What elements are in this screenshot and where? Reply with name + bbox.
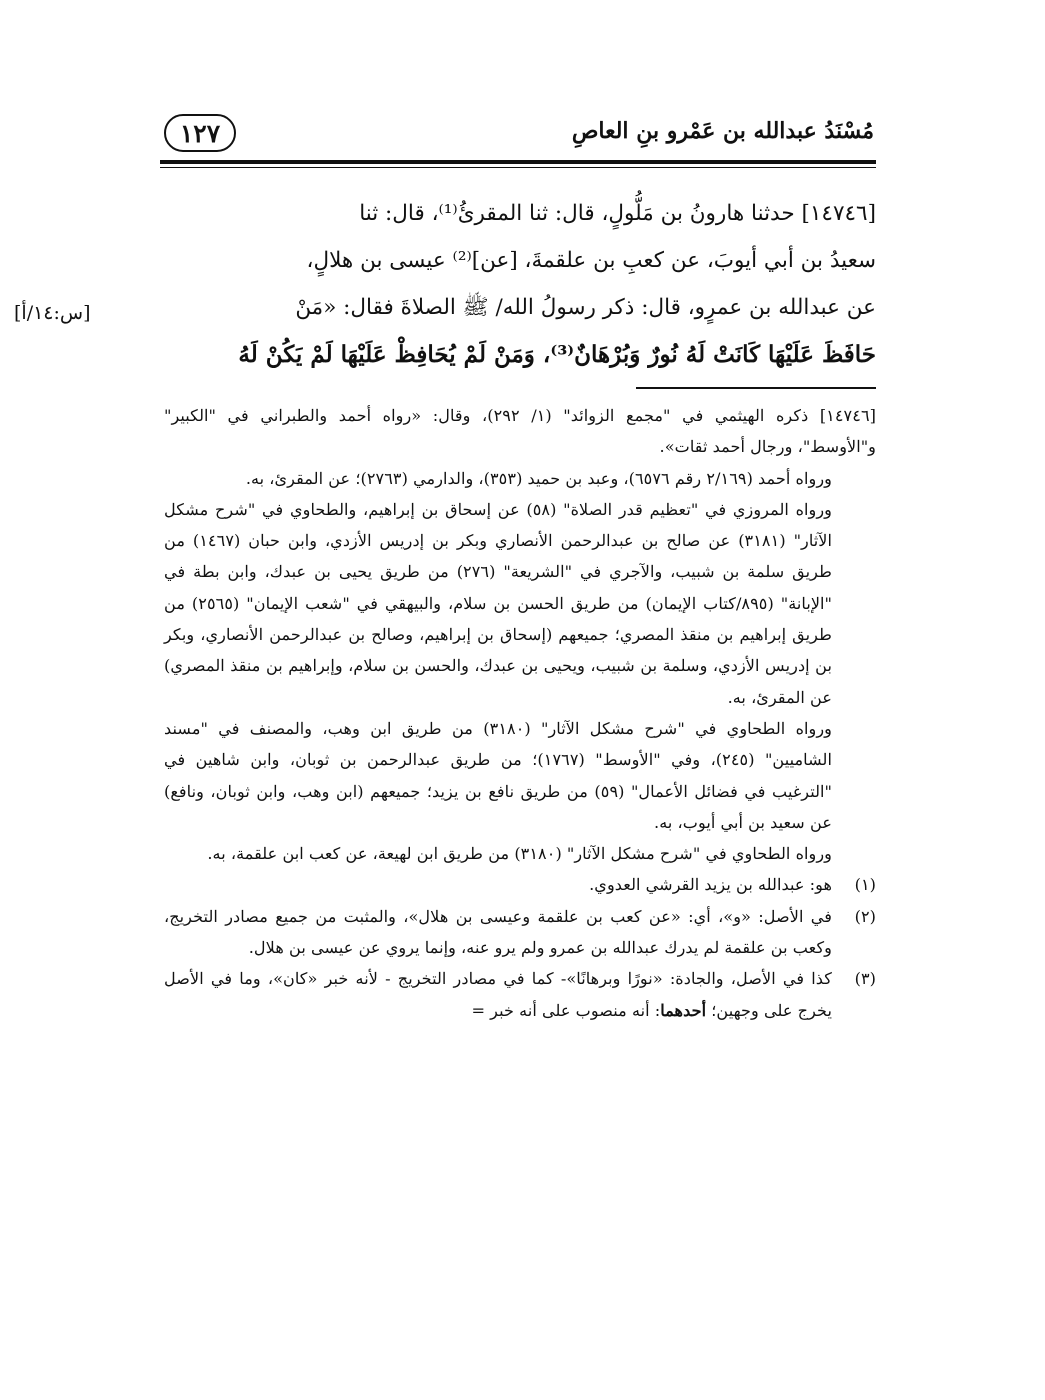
footnote-2: [164, 901, 876, 964]
footnote-number: (٣): [854, 969, 876, 989]
footnote-separator: [636, 387, 876, 389]
takhrij-paragraph-2: ورواه أحمد (٢/١٦٩ رقم ٦٥٧٦)، وعبد بن حميد (٣٥٣)، والدارمي (٢٧٦٣)؛ عن المقرئ، به.: [245, 468, 832, 488]
running-title: مُسْنَدُ عبدالله بن عَمْرو بنِ العاصِ: [571, 118, 874, 144]
takhrij-paragraph-1: [١٤٧٤٦] ذكره الهيثمي في "مجمع الزوائد" (١/ ٢٩٢)، وقال: «رواه أحمد والطبراني في "الكبير" و"الأوسط"، ورجال أحمد ثقات».: [164, 406, 876, 457]
hadith-line-3: عن عبدالله بن عمرٍو، قال: ذكر رسولُ الله/ ﷺ الصلاةَ فقال: «مَنْ: [295, 295, 876, 320]
footnote-3: [164, 963, 876, 1026]
header-rule-thin: [160, 167, 876, 168]
footnote-text-a: كذا في الأصل، والجادة: «نورًا وبرهانًا»- كما في مصادر التخريج - لأنه خبر «كان»، وما في الأصل يخرج على وجهين؛: [164, 969, 832, 1020]
footnote-1: [164, 869, 876, 900]
hadith-line-4: حَافَظَ عَلَيْهَا كَانَتْ لَهُ نُورٌ وَبُرْهَانٌ⁽³⁾، وَمَنْ لَمْ يُحَافِظْ عَلَيْهَا لَمْ يَكُنْ لَهُ: [238, 341, 876, 368]
takhrij-paragraph-4: ورواه الطحاوي في "شرح مشكل الآثار" (٣١٨٠) من طريق ابن وهب، والمصنف في "مسند الشاميين" (٢٤٥)، وفي "الأوسط" (١٧٦٧)؛ من طريق عبدالرحمن بن ثوبان، وابن شاهين في "الترغيب في فضائل الأعمال" (٥٩) من طريق نافع بن يزيد؛ جميعهم (ابن وهب، وابن ثوبان، ونافع) عن سعيد بن أبي أيوب، به.: [164, 718, 832, 832]
manuscript-folio-note: [س:١٤/أ]: [14, 302, 91, 324]
page-header: [160, 112, 876, 158]
footnote-bold-term: أحدهما: [660, 1000, 707, 1020]
footnote-number: (١): [854, 875, 876, 895]
takhrij-paragraph-5: ورواه الطحاوي في "شرح مشكل الآثار" (٣١٨٠) من طريق ابن لهيعة، عن كعب ابن علقمة، به.: [207, 844, 832, 864]
footnote-text: في الأصل: «و»، أي: «عن كعب بن علقمة وعيسى بن هلال»، والمثبت من جميع مصادر التخريج، وكعب بن علقمة لم يدرك عبدالله بن عمرو ولم يرو عنه، وإنما يروي عن عيسى بن هلال.: [164, 906, 832, 958]
takhrij-paragraph-3: ورواه المروزي في "تعظيم قدر الصلاة" (٥٨) عن إسحاق بن إبراهيم، والطحاوي في "شرح مشكل الآثار" (٣١٨١) عن صالح بن عبدالرحمن الأنصاري وبكر بن إدريس الأزدي، وابن حبان (١٤٦٧) من طريق سلمة بن شبيب، والآجري في "الشريعة" (٢٧٦) من طريق يحيى بن عبدك، وابن بطة في "الإبانة" (٨٩٥/كتاب الإيمان) من طريق الحسن بن سلام، والبيهقي في "شعب الإيمان" (٢٥٦٥) من طريق إبراهيم بن منقذ المصري؛ جميعهم (إسحاق بن إبراهيم، وصالح بن عبدالرحمن الأنصاري، وبكر بن إدريس الأزدي، وسلمة بن شبيب، ويحيى بن عبدك، والحسن بن سلام، وإبراهيم بن منقذ المصري) عن المقرئ، به.: [164, 499, 833, 707]
footnote-text-b: : أنه منصوب على أنه خبر =: [471, 1000, 661, 1020]
page-number: ١٢٧: [164, 114, 236, 152]
footnote-number: (٢): [854, 906, 876, 926]
footnote-text: هو: عبدالله بن يزيد القرشي العدوي.: [589, 875, 832, 895]
hadith-line-1: [١٤٧٤٦] حدثنا هارونُ بن مَلُّولٍ، قال: ثنا المقرئُ⁽¹⁾، قال: ثنا: [359, 201, 876, 226]
footnotes-section: [164, 400, 876, 1026]
hadith-text: [160, 190, 876, 378]
hadith-line-2: سعيدُ بن أبي أيوبَ، عن كعبِ بن علقمةَ، [عن]⁽²⁾ عيسى بن هلالٍ،: [306, 248, 876, 273]
header-rule-thick: [160, 160, 876, 164]
